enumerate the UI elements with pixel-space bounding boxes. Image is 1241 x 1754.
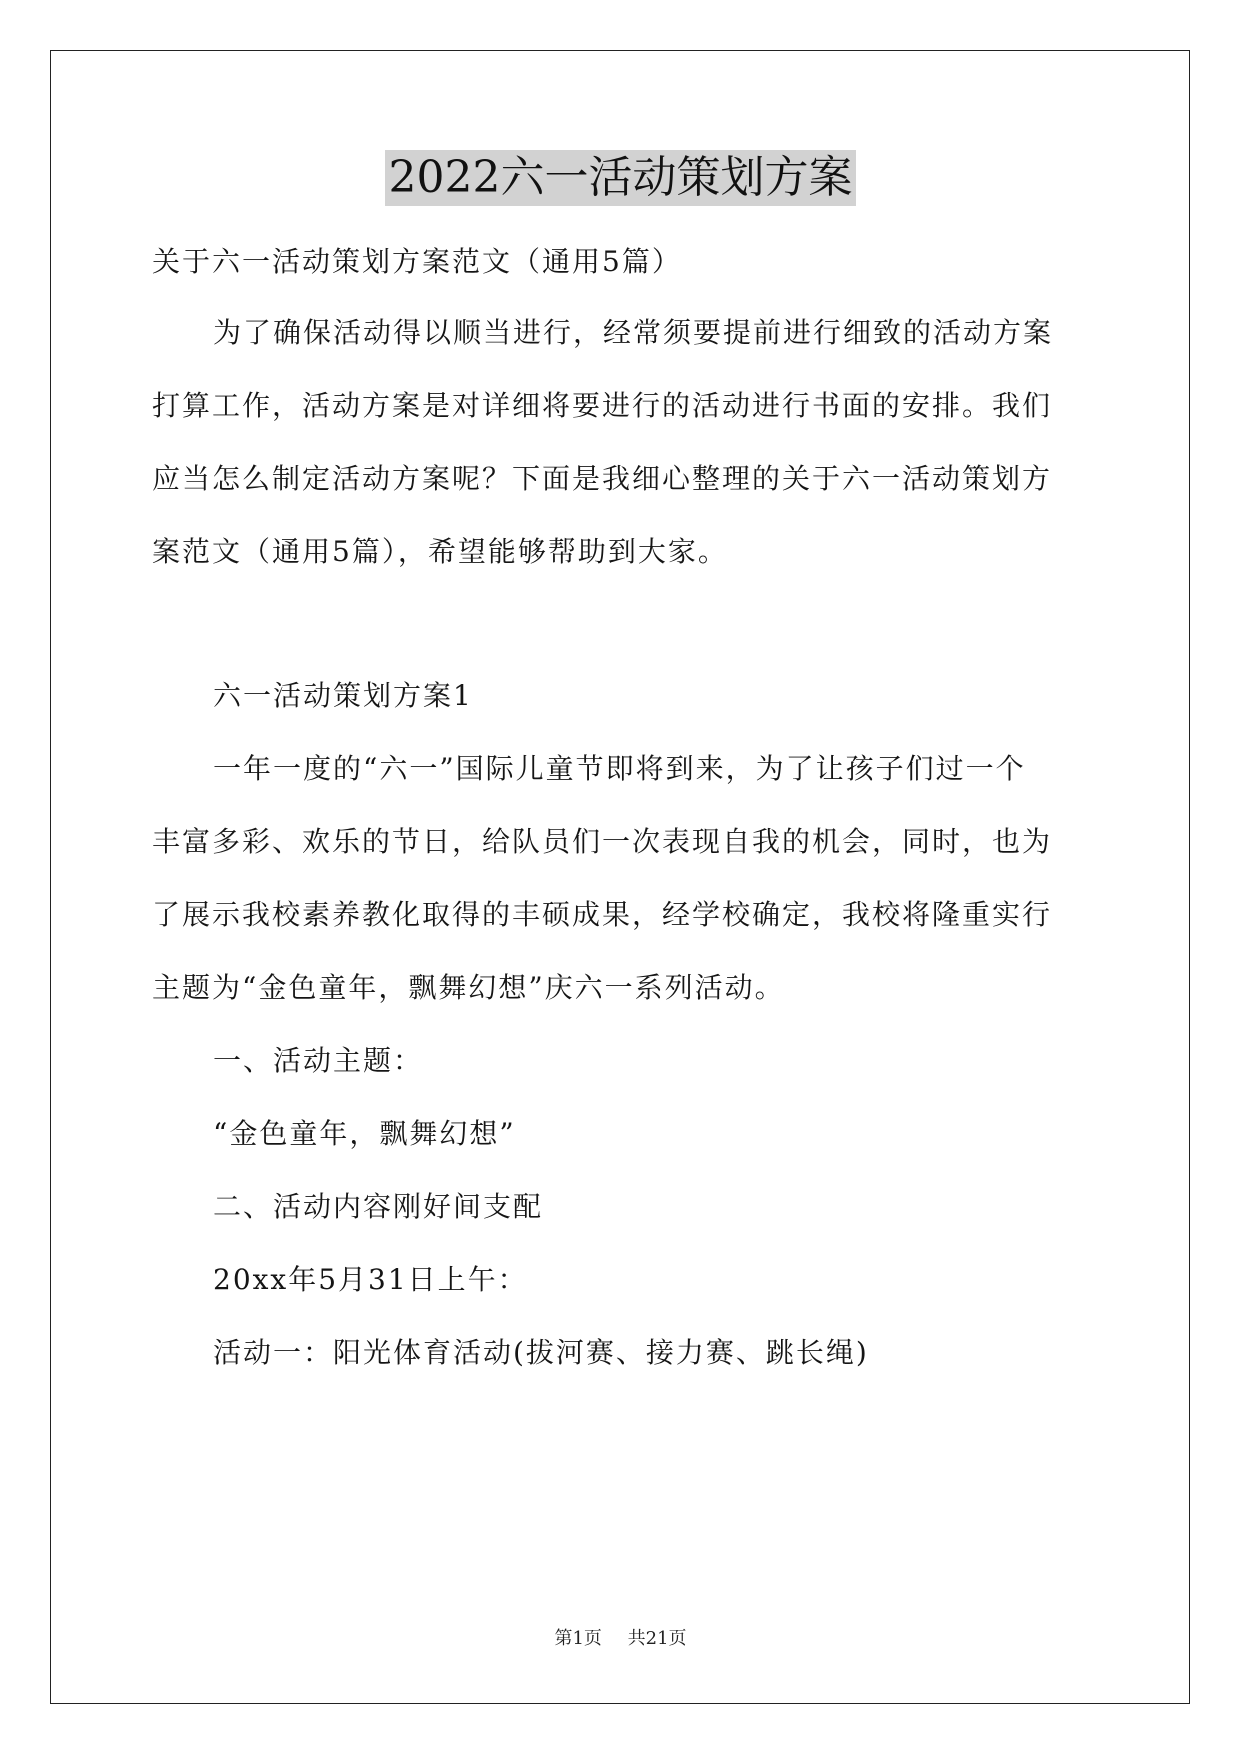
intro-line: 案范文（通用5篇），希望能够帮助到大家。 (152, 535, 728, 568)
body-line: 主题为“金色童年，飘舞幻想”庆六一系列活动。 (152, 971, 785, 1004)
page-total: 共21页 (627, 1628, 687, 1649)
page-footer (0, 1624, 1241, 1650)
theme-heading: 一、活动主题： (213, 1044, 424, 1077)
body-line: 一年一度的“六一”国际儿童节即将到来，为了让孩子们过一个 (213, 752, 1026, 785)
activity-line: 活动一：阳光体育活动(拔河赛、接力赛、跳长绳) (213, 1336, 869, 1369)
section-heading: 六一活动策划方案1 (213, 679, 473, 712)
date-line: 20xx年5月31日上午： (213, 1263, 528, 1296)
page-number: 第1页 (554, 1628, 602, 1649)
intro-line: 为了确保活动得以顺当进行，经常须要提前进行细致的活动方案 (213, 316, 1054, 349)
document-title-wrap (0, 150, 1241, 210)
schedule-heading: 二、活动内容刚好间支配 (213, 1190, 544, 1223)
document-subtitle: 关于六一活动策划方案范文（通用5篇） (152, 245, 682, 278)
page-border (50, 50, 1190, 1704)
document-title: 2022六一活动策划方案 (385, 150, 857, 206)
intro-line: 应当怎么制定活动方案呢？下面是我细心整理的关于六一活动策划方 (152, 462, 1053, 495)
body-line: 了展示我校素养教化取得的丰硕成果，经学校确定，我校将隆重实行 (152, 898, 1053, 931)
theme-text: “金色童年，飘舞幻想” (213, 1117, 516, 1150)
intro-line: 打算工作，活动方案是对详细将要进行的活动进行书面的安排。我们 (152, 389, 1053, 422)
body-line: 丰富多彩、欢乐的节日，给队员们一次表现自我的机会，同时，也为 (152, 825, 1053, 858)
